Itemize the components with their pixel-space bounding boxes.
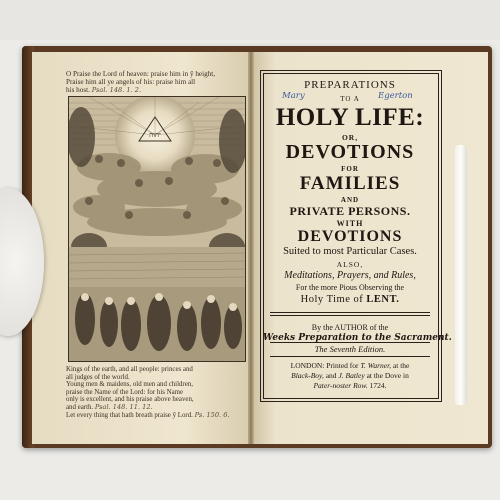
title-to-a: TO A (340, 95, 360, 103)
imprint-warner: T. Warner, (360, 361, 392, 370)
bottom-caption-line1: Kings of the earth, and all people: princes and (66, 366, 193, 373)
title-with: WITH (336, 219, 364, 228)
imprint-year: 1724. (369, 381, 387, 390)
landscape (69, 247, 245, 287)
top-caption-ref: Psal. 148. 1. 2. (91, 86, 142, 94)
title-private-persons: PRIVATE PERSONS. (289, 204, 411, 218)
title-pious: For the more Pious Observing the (295, 283, 405, 292)
rule-middle (270, 342, 430, 343)
imprint-at-dove: at the Dove in (366, 371, 409, 380)
title-also: ALSO, (336, 260, 364, 269)
title-weeks-preparation: Weeks Preparation to the Sacrament. (263, 333, 452, 343)
rule-upper (270, 312, 430, 313)
title-suited: Suited to most Particular Cases. (283, 246, 417, 257)
top-caption-line1: O Praise the Lord of heaven: praise him in ŷ height, (66, 70, 216, 78)
title-for: FOR (341, 165, 359, 173)
rule-upper-double (270, 315, 430, 316)
frontispiece-engraving (68, 96, 246, 362)
imprint-pater-noster: Pater-noster Row. (313, 381, 368, 390)
rule-lower (270, 356, 430, 357)
imprint-and: and (325, 371, 337, 380)
owner-signature-last: Egerton (378, 91, 413, 101)
bottom-caption-line7: Let every thing that hath breath praise ŷ Lord. (66, 411, 193, 419)
title-families: FAMILIES (299, 173, 401, 194)
title-holy-life: HOLY LIFE: (275, 104, 425, 131)
frontispiece-top-caption (66, 70, 246, 94)
page-gutter (248, 52, 254, 444)
bottom-caption-line5: only is excellent, and his praise above heaven, (66, 396, 194, 404)
top-caption-line2: Praise him all ye angels of his: praise him all (66, 78, 196, 86)
title-and: AND (340, 196, 360, 204)
background-top (0, 0, 500, 40)
bottom-caption-line6: and earth. (66, 403, 94, 411)
title-meditations: Meditations, Prayers, and Rules, (284, 270, 416, 281)
title-preparations: PREPARATIONS (304, 79, 396, 91)
title-holy-time: Holy Time of (300, 294, 364, 305)
bottom-caption-line3: Young men & maidens, old men and children, (66, 381, 193, 389)
bottom-caption-line7-ref: Ps. 150. 6. (194, 410, 230, 419)
imprint-line1 (263, 361, 437, 370)
owner-signature-first: Mary (282, 91, 305, 101)
bottom-caption-line6-ref: Psal. 148. 11. 12. (94, 402, 153, 411)
divine-name: יהוה (149, 131, 161, 139)
imprint-printed-for: Printed for (326, 361, 359, 370)
frontispiece-bottom-caption (66, 366, 246, 419)
title-edition: The Seventh Edition. (314, 344, 386, 354)
imprint-at-the: at the (392, 361, 410, 370)
imprint-london: LONDON: (290, 361, 325, 370)
title-holy-time-line (263, 294, 437, 305)
imprint-black-boy: Black-Boy, (291, 371, 324, 380)
title-or: OR, (341, 133, 359, 142)
engraving-illustration (69, 97, 245, 361)
imprint-line3 (263, 381, 437, 390)
imprint-line2 (263, 371, 437, 380)
title-devotions: DEVOTIONS (285, 141, 415, 163)
page-holder-clip (455, 145, 467, 405)
title-devotions-second: DEVOTIONS (297, 228, 403, 245)
bottom-caption-line2: all judges of the world. (66, 373, 130, 381)
imprint-batley: J. Batley (338, 371, 365, 380)
title-lent: LENT. (366, 294, 400, 305)
title-by-author: By the AUTHOR of the (311, 323, 389, 332)
top-caption-line3: his host. (66, 86, 90, 94)
bottom-caption-line4: praise the Name of the Lord: for his Name (66, 388, 184, 396)
